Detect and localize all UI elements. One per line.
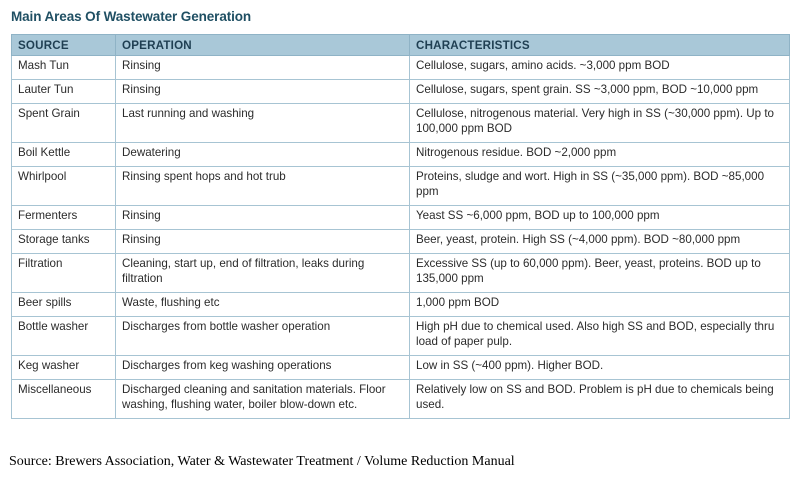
table-row (12, 104, 790, 143)
cell-source: Filtration (12, 254, 116, 293)
wastewater-table (11, 34, 790, 419)
cell-characteristics: Excessive SS (up to 60,000 ppm). Beer, yeast, proteins. BOD up to 135,000 ppm (410, 254, 790, 293)
cell-source: Miscellaneous (12, 380, 116, 419)
cell-source: Lauter Tun (12, 80, 116, 104)
table-row (12, 80, 790, 104)
table-row (12, 356, 790, 380)
cell-source: Bottle washer (12, 317, 116, 356)
cell-characteristics: Cellulose, sugars, spent grain. SS ~3,000 ppm, BOD ~10,000 ppm (410, 80, 790, 104)
header-operation: OPERATION (116, 35, 410, 56)
cell-operation: Discharges from bottle washer operation (116, 317, 410, 356)
header-characteristics: CHARACTERISTICS (410, 35, 790, 56)
cell-operation: Cleaning, start up, end of filtration, leaks during filtration (116, 254, 410, 293)
cell-source: Boil Kettle (12, 143, 116, 167)
table-row (12, 56, 790, 80)
table-row (12, 380, 790, 419)
cell-operation: Rinsing (116, 206, 410, 230)
table-row (12, 167, 790, 206)
cell-source: Keg washer (12, 356, 116, 380)
table-row (12, 143, 790, 167)
cell-operation: Dewatering (116, 143, 410, 167)
cell-characteristics: Nitrogenous residue. BOD ~2,000 ppm (410, 143, 790, 167)
table-row (12, 293, 790, 317)
cell-characteristics: Cellulose, nitrogenous material. Very high in SS (~30,000 ppm). Up to 100,000 ppm BOD (410, 104, 790, 143)
table-row (12, 317, 790, 356)
cell-operation: Waste, flushing etc (116, 293, 410, 317)
table-row (12, 206, 790, 230)
cell-operation: Last running and washing (116, 104, 410, 143)
header-source: SOURCE (12, 35, 116, 56)
cell-source: Storage tanks (12, 230, 116, 254)
cell-operation: Rinsing spent hops and hot trub (116, 167, 410, 206)
cell-operation: Rinsing (116, 56, 410, 80)
source-citation: Source: Brewers Association, Water & Wastewater Treatment / Volume Reduction Manual (9, 454, 515, 469)
table-header-row (12, 35, 790, 56)
cell-characteristics: Cellulose, sugars, amino acids. ~3,000 ppm BOD (410, 56, 790, 80)
cell-operation: Discharged cleaning and sanitation materials. Floor washing, flushing water, boiler blow-down etc. (116, 380, 410, 419)
cell-characteristics: Yeast SS ~6,000 ppm, BOD up to 100,000 ppm (410, 206, 790, 230)
table-row (12, 254, 790, 293)
cell-characteristics: Beer, yeast, protein. High SS (~4,000 ppm). BOD ~80,000 ppm (410, 230, 790, 254)
cell-characteristics: Relatively low on SS and BOD. Problem is pH due to chemicals being used. (410, 380, 790, 419)
cell-characteristics: Low in SS (~400 ppm). Higher BOD. (410, 356, 790, 380)
cell-source: Fermenters (12, 206, 116, 230)
cell-operation: Rinsing (116, 230, 410, 254)
cell-source: Beer spills (12, 293, 116, 317)
table-title: Main Areas Of Wastewater Generation (11, 9, 252, 24)
cell-operation: Discharges from keg washing operations (116, 356, 410, 380)
cell-operation: Rinsing (116, 80, 410, 104)
cell-characteristics: Proteins, sludge and wort. High in SS (~35,000 ppm). BOD ~85,000 ppm (410, 167, 790, 206)
cell-characteristics: High pH due to chemical used. Also high SS and BOD, especially thru load of paper pulp. (410, 317, 790, 356)
cell-source: Mash Tun (12, 56, 116, 80)
table-row (12, 230, 790, 254)
cell-characteristics: 1,000 ppm BOD (410, 293, 790, 317)
cell-source: Whirlpool (12, 167, 116, 206)
cell-source: Spent Grain (12, 104, 116, 143)
